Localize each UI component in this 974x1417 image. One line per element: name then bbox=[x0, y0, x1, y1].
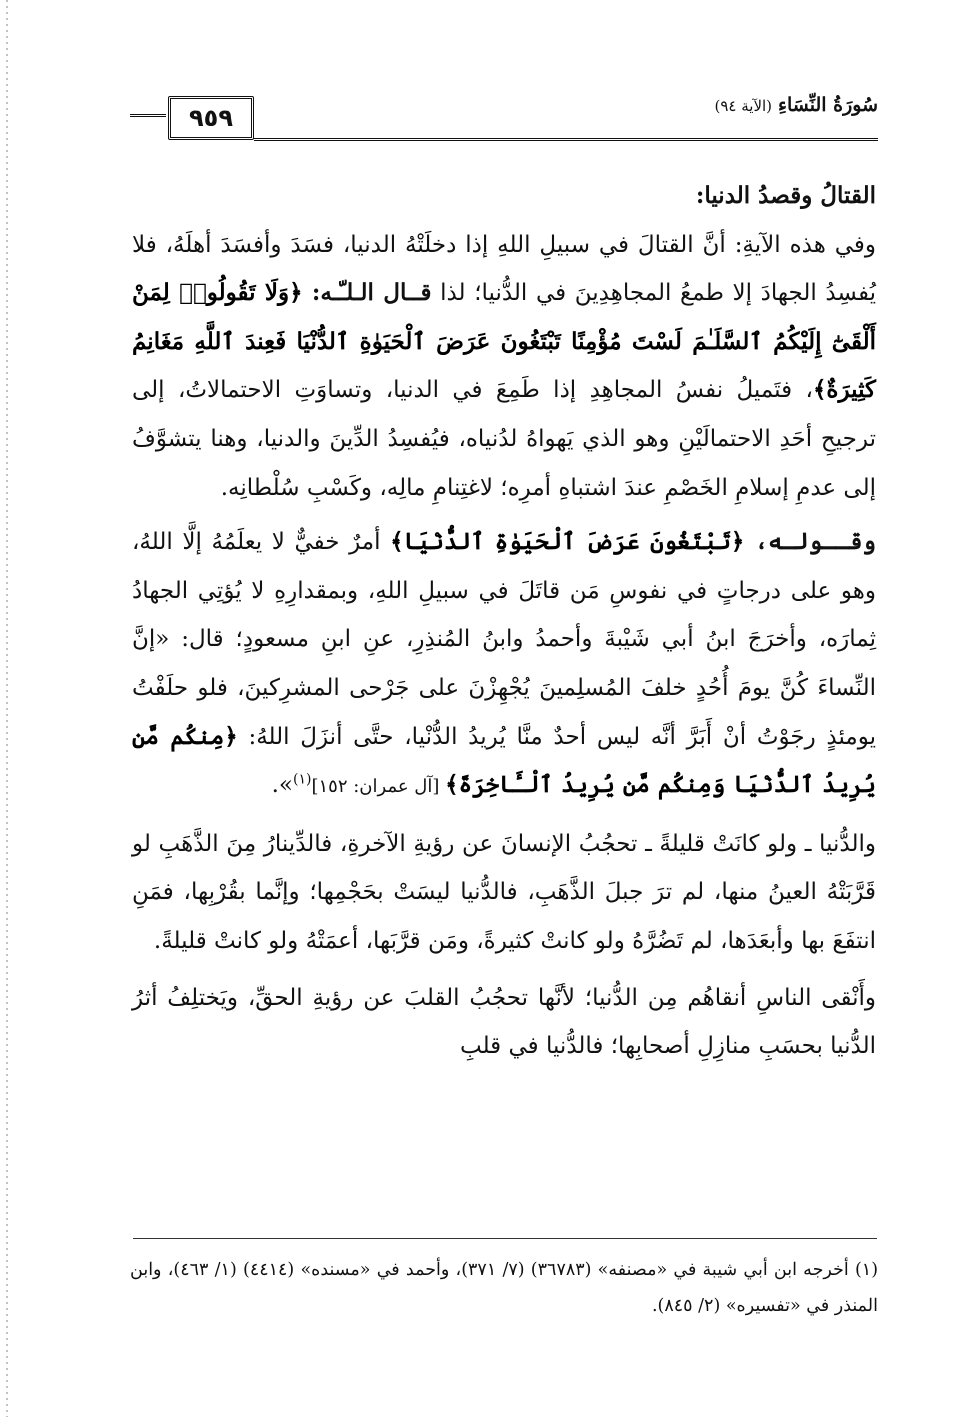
page-number: ٩٥٩ bbox=[168, 96, 254, 140]
paragraph-1 bbox=[132, 221, 876, 513]
scan-edge-mark bbox=[6, 0, 8, 1417]
section-title: القتالُ وقصدُ الدنيا: bbox=[695, 182, 876, 209]
quran-quote-2: ﴿تَبْتَغُونَ عَرَضَ ٱلْحَيَوٰةِ ٱلدُّنْيَا﴾ bbox=[390, 528, 745, 556]
paragraph-1-intro: وفي هذه الآيةِ: أنَّ القتالَ في سبيلِ اللهِ إذا دخلَتْهُ الدنيا، فسَدَ وأفسَدَ أهلَهُ، فلا يُفسِدُ الجهادَ إلا طمعُ المجاهِدِينَ في الدُّنيا؛ لذا bbox=[132, 231, 876, 307]
paragraph-1-rest: ، فتَميلُ نفسُ المجاهِدِ إذا طَمِعَ في الدنيا، وتساوَتِ الاحتمالاتُ، إلى ترجيحِ أحَدِ الاحتمالَيْنِ وهو الذي يَهواهُ لدُنياه، فيُفسِدُ الدِّينَ والدنيا، وهنا يتشوَّفُ إلى عدمِ إسلامِ الخَصْمِ عندَ اشتباهِ أمرِه؛ لاغتِنامِ مالِه، وكَسْبِ سُلْطانِه. bbox=[132, 377, 876, 501]
surah-title bbox=[714, 94, 878, 116]
footnote-divider bbox=[133, 1238, 877, 1239]
page-header bbox=[130, 92, 878, 144]
verse-label: (الآية ٩٤) bbox=[714, 97, 773, 115]
paragraph-4: وأَنْقى الناسِ أنقاهُم مِن الدُّنيا؛ لأنَّها تحجُبُ القلبَ عن رؤيةِ الحقِّ، ويَختلِفُ أثرُ الدُّنيا بحسَبِ منازِلِ أصحابِها؛ فالدُّنيا في قلبِ bbox=[132, 984, 876, 1060]
footnote-1: (١) أخرجه ابن أبي شيبة في «مصنفه» (٣٦٧٨٣) (٧/ ٣٧١)، وأحمد في «مسنده» (٤٤١٤) (١/ ٤٦٣)، وابن المنذر في «تفسيره» (٢/ ٨٤٥). bbox=[130, 1260, 879, 1316]
quran-quote-3: ﴿مِنكُم مَّن يُرِيدُ ٱلدُّنْيَا وَمِنكُم مَّن يُرِيدُ ٱلْـَٔاخِرَةَ﴾ bbox=[132, 722, 876, 799]
paragraph-2-end: ». bbox=[271, 772, 293, 799]
quran-reference: [آل عمران: ١٥٢] bbox=[311, 776, 446, 798]
paragraph-3: والدُّنيا ـ ولو كانَتْ قليلةً ـ تحجُبُ الإنسانَ عن رؤيةِ الآخرةِ، فالدِّينارُ مِنَ الذَّهَبِ لو قَرَّبَتْهُ العينُ منها، لم ترَ جبلَ الذَّهَبِ، فالدُّنيا ليسَتْ بحَجْمِها؛ وإنَّما بقُرْبِها، فمَنِ انتفَعَ بها وأبعَدَها، لم تَضُرَّهُ ولو كانتْ كثيرةً، ومَن قرَّبَها، أعمَتْهُ ولو كانتْ قليلةً. bbox=[132, 830, 876, 954]
header-rule-right bbox=[254, 138, 878, 141]
paragraph-2 bbox=[132, 518, 876, 812]
allah-said-label: قــال الـلـّـه: bbox=[302, 279, 432, 307]
his-saying-label: وقــولـه، bbox=[744, 528, 876, 556]
header-rule-left bbox=[130, 114, 166, 117]
paragraph-2-text: أمرٌ خفيٌّ لا يعلَمُهُ إلَّا اللهُ، وهو على درجاتٍ في نفوسِ مَن قاتَلَ في سبيلِ اللهِ، وبمقدارِهِ لا يُؤتِي الجهادُ ثِمارَه، وأخرَجَ ابنُ أبي شَيْبةَ وأحمدُ وابنُ المُنذِرِ، عنِ ابنِ مسعودٍ؛ قال: «إنَّ النِّساءَ كُنَّ يومَ أُحُدٍ خلفَ المُسلِمينَ يُجْهِزْنَ على جَرْحى المشرِكينَ، فلو حلَفْتُ يومئذٍ رجَوْتُ أنْ أَبَرَّ أنَّه ليس أحدٌ منَّا يُريدُ الدُّنْيا، حتَّى أنزَلَ اللهُ: bbox=[132, 529, 877, 750]
page-body bbox=[132, 172, 876, 1071]
footnote-marker[interactable]: (١) bbox=[292, 771, 312, 788]
quran-quote-1: ﴿وَلَا تَقُولُوا۟ لِمَنْ أَلْقَىٰٓ إِلَيْكُمُ ٱلسَّلَـٰمَ لَسْتَ مُؤْمِنًا تَبْتَغُونَ عَرَضَ ٱلْحَيَوٰةِ ٱلدُّنْيَا فَعِندَ ٱللَّهِ مَغَانِمُ كَثِيرَةٌ﴾ bbox=[132, 279, 876, 404]
footnotes bbox=[130, 1252, 878, 1324]
surah-name: سُورَةُ النِّسَاءِ bbox=[778, 94, 878, 116]
